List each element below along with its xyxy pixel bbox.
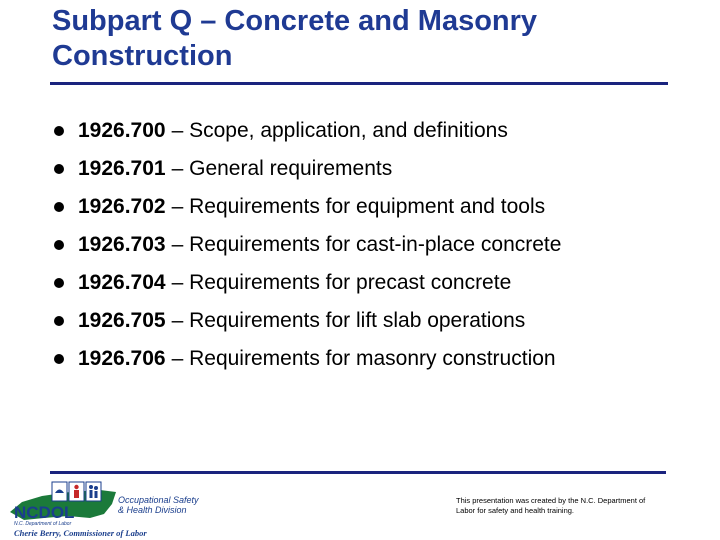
- bullet-icon: [54, 240, 64, 250]
- logo-dept-text: N.C. Department of Labor: [14, 521, 72, 527]
- list-item: [54, 150, 561, 188]
- section-code: 1926.706: [78, 347, 166, 370]
- bullet-icon: [54, 354, 64, 364]
- worker-head-icon: [74, 485, 78, 489]
- section-code: 1926.703: [78, 233, 166, 256]
- person-body-icon: [95, 491, 98, 498]
- logo-commissioner-text: Cherie Berry, Commissioner of Labor: [14, 528, 147, 538]
- title-divider: [50, 82, 668, 85]
- person-body-icon: [90, 490, 93, 498]
- bullet-icon: [54, 316, 64, 326]
- list-item: [54, 264, 561, 302]
- bullet-list: [54, 112, 561, 378]
- section-description: – Requirements for masonry construction: [171, 347, 556, 370]
- section-code: 1926.701: [78, 157, 166, 180]
- section-code: 1926.700: [78, 119, 166, 142]
- slide-title: Subpart Q – Concrete and Masonry Construction: [52, 5, 538, 72]
- list-item: [54, 340, 561, 378]
- list-item: [54, 112, 561, 150]
- section-code: 1926.702: [78, 195, 166, 218]
- section-code: 1926.705: [78, 309, 166, 332]
- person-icon: [89, 485, 93, 489]
- family-panel-icon: [86, 482, 101, 501]
- bullet-icon: [54, 202, 64, 212]
- logo-brand-text: NCDOL: [14, 503, 75, 522]
- section-description: – Requirements for cast-in-place concrete: [171, 233, 562, 256]
- section-description: – Requirements for lift slab operations: [171, 309, 526, 332]
- ncdol-logo: [8, 478, 204, 538]
- logo-division-line2: & Health Division: [118, 505, 187, 515]
- bullet-icon: [54, 126, 64, 136]
- list-item: [54, 188, 561, 226]
- person-icon: [94, 486, 98, 490]
- footer-divider: [50, 471, 666, 474]
- section-code: 1926.704: [78, 271, 166, 294]
- section-description: – Requirements for equipment and tools: [171, 195, 546, 218]
- list-item: [54, 226, 561, 264]
- section-description: – Requirements for precast concrete: [171, 271, 512, 294]
- section-description: – General requirements: [171, 157, 393, 180]
- footer-note: This presentation was created by the N.C. Department of Labor for safety and health training.: [456, 496, 646, 515]
- section-description: – Scope, application, and definitions: [171, 119, 508, 142]
- list-item: [54, 302, 561, 340]
- bullet-icon: [54, 278, 64, 288]
- worker-body-icon: [74, 490, 79, 498]
- bullet-icon: [54, 164, 64, 174]
- logo-division-line1: Occupational Safety: [118, 495, 199, 505]
